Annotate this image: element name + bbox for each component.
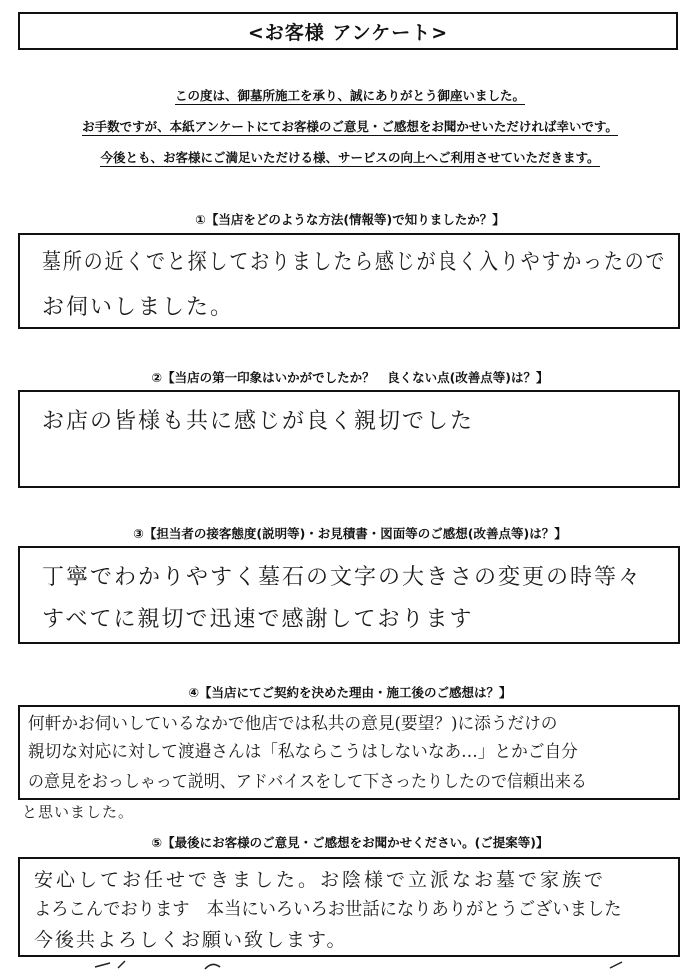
intro-line-1: この度は、御墓所施工を承り、誠にありがとう御座いました。 bbox=[174, 88, 525, 103]
answer-4-line-2: 親切な対応に対して渡邉さんは「私ならこうはしないなあ…」とかご自分 bbox=[28, 742, 578, 762]
intro-line-2: お手数ですが、本紙アンケートにてお客様のご意見・ご感想をお聞かせいただければ幸いです。 bbox=[82, 119, 618, 134]
question-3-heading: ③【担当者の接客態度(説明等)・お見積書・図面等のご感想(改善点等)は？】 bbox=[133, 526, 567, 541]
question-5-heading: ⑤【最後にお客様のご意見・ご感想をお聞かせください。(ご提案等)】 bbox=[151, 835, 549, 850]
bottom-edge-scribble bbox=[0, 955, 700, 970]
answer-box-5 bbox=[18, 857, 680, 957]
answer-1-line-2: お伺いしました。 bbox=[42, 295, 235, 320]
answer-box-1 bbox=[18, 233, 680, 329]
answer-3-line-1: 丁寧でわかりやすく墓石の文字の大きさの変更の時等々 bbox=[42, 565, 643, 590]
survey-title-box bbox=[18, 12, 678, 50]
answer-2-line-1: お店の皆様も共に感じが良く親切でした bbox=[42, 409, 475, 434]
answer-3-line-2: すべてに親切で迅速で感謝しております bbox=[42, 607, 474, 632]
page-title: <お客様 アンケート> bbox=[247, 21, 449, 44]
answer-1-line-1: 墓所の近くでと探しておりましたら感じが良く入りやすかったので bbox=[42, 250, 667, 275]
answer-5-line-3: 今後共よろしくお願い致します。 bbox=[34, 929, 348, 951]
intro-line-3: 今後とも、お客様にご満足いただける様、サービスの向上へご利用させていただきます。 bbox=[100, 150, 600, 165]
answer-box-3 bbox=[18, 546, 680, 644]
answer-box-4 bbox=[18, 705, 680, 800]
question-4-heading: ④【当店にてご契約を決めた理由・施工後のご感想は？】 bbox=[188, 685, 512, 700]
answer-box-2 bbox=[18, 390, 680, 488]
answer-5-line-1: 安心してお任せできました。お陰様で立派なお墓で家族で bbox=[34, 869, 607, 891]
answer-4-line-3: の意見をおっしゃって説明、アドバイスをして下さったりしたので信頼出来る bbox=[28, 772, 587, 792]
question-1-heading: ①【当店をどのような方法(情報等)で知りましたか？】 bbox=[195, 212, 505, 227]
question-2-heading: ②【当店の第一印象はいかがでしたか？ 良くない点(改善点等)は？】 bbox=[151, 370, 549, 385]
answer-4-overflow-line: と思いました。 bbox=[22, 803, 135, 821]
answer-4-line-1: 何軒かお伺いしているなかで他店では私共の意見(要望？)に添うだけの bbox=[28, 714, 558, 734]
answer-5-line-2: よろこんでおります 本当にいろいろお世話になりありがとうございました bbox=[34, 899, 622, 920]
